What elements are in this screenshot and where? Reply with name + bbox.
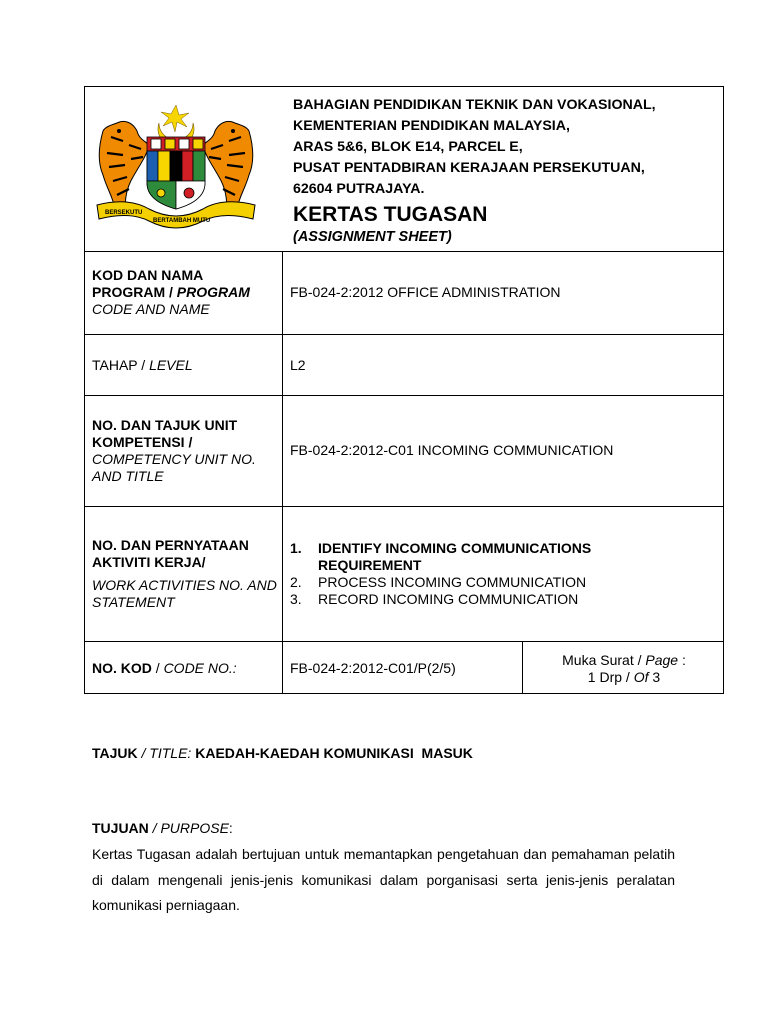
activities-label — [92, 537, 277, 611]
activity-item — [290, 574, 650, 591]
program-label-bold-italic: PROGRAM — [176, 284, 250, 300]
page-total: 3 — [652, 669, 661, 685]
code-value: FB-024-2:2012-C01/P(2/5) — [290, 660, 456, 676]
page-label-colon: : — [678, 652, 686, 668]
address-line: PUSAT PENTADBIRAN KERAJAAN PERSEKUTUAN, — [293, 160, 645, 176]
activity-text: RECORD INCOMING COMMUNICATION — [318, 591, 579, 607]
competency-label-italic: COMPETENCY UNIT NO. AND TITLE — [92, 451, 256, 484]
program-label-italic: CODE AND NAME — [92, 301, 210, 317]
row-divider — [85, 395, 723, 396]
page-current: 1 — [587, 669, 596, 685]
activity-text: IDENTIFY INCOMING COMMUNICATIONS REQUIREMENT — [318, 540, 592, 573]
competency-value: FB-024-2:2012-C01 INCOMING COMMUNICATION — [290, 442, 614, 458]
activities-list — [290, 540, 650, 608]
purpose-label-italic: / PURPOSE — [148, 820, 229, 836]
malaysia-coat-of-arms-icon — [89, 101, 263, 229]
page-of-italic: Of — [633, 669, 649, 685]
competency-label — [92, 417, 277, 485]
assignment-header-table — [84, 86, 724, 694]
address-line: ARAS 5&6, BLOK E14, PARCEL E, — [293, 139, 523, 155]
document-title: KERTAS TUGASAN — [293, 203, 488, 226]
code-label-bold: NO. KOD — [92, 660, 152, 676]
level-label-text: TAHAP / — [92, 357, 150, 373]
column-divider — [282, 251, 283, 694]
row-divider — [85, 641, 723, 642]
title-value: KAEDAH-KAEDAH KOMUNIKASI MASUK — [191, 745, 473, 761]
activities-label-bold: NO. DAN PERNYATAAN AKTIVITI KERJA/ — [92, 537, 249, 570]
level-label — [92, 357, 193, 374]
activity-number: 1. — [290, 540, 302, 556]
page-indicator — [523, 652, 725, 686]
address-line: BAHAGIAN PENDIDIKAN TEKNIK DAN VOKASIONAL, — [293, 97, 656, 113]
purpose-label-colon: : — [228, 820, 233, 836]
title-label-italic: / TITLE: — [137, 745, 192, 761]
activity-number: 2. — [290, 574, 302, 590]
page-label-italic: Page — [645, 652, 679, 668]
page-label: Muka Surat / — [562, 652, 646, 668]
row-divider — [85, 251, 723, 252]
level-label-italic: LEVEL — [149, 357, 193, 373]
code-label-italic: CODE NO.: — [163, 660, 237, 676]
purpose-paragraph: Kertas Tugasan adalah bertujuan untuk memantapkan pengetahuan dan pemahaman pelatih di dalam mengenali jenis-jenis komunikasi dalam porganisasi serta jenis-jenis peralatan komunikasi perniagaan. — [92, 846, 675, 913]
svg-text:BERSEKUTU: BERSEKUTU — [105, 210, 143, 216]
program-label — [92, 267, 277, 318]
address-line: KEMENTERIAN PENDIDIKAN MALAYSIA, — [293, 118, 570, 134]
activity-text: PROCESS INCOMING COMMUNICATION — [318, 574, 587, 590]
address-line: 62604 PUTRAJAYA. — [293, 181, 425, 197]
ministry-address — [293, 95, 656, 200]
svg-text:BERTAMBAH MUTU: BERTAMBAH MUTU — [153, 218, 211, 224]
document-subtitle: (ASSIGNMENT SHEET) — [293, 229, 452, 245]
row-divider — [85, 334, 723, 335]
activity-item — [290, 540, 650, 574]
purpose-label-bold: TUJUAN — [92, 820, 149, 836]
activities-label-italic: WORK ACTIVITIES NO. AND STATEMENT — [92, 577, 277, 610]
code-label-sep: / — [151, 660, 164, 676]
code-label — [92, 660, 237, 677]
competency-label-bold: NO. DAN TAJUK UNIT KOMPETENSI / — [92, 417, 238, 450]
section-title — [92, 745, 473, 762]
program-value: FB-024-2:2012 OFFICE ADMINISTRATION — [290, 284, 561, 300]
activity-number: 3. — [290, 591, 302, 607]
page-of: Drp / — [595, 669, 634, 685]
level-value: L2 — [290, 357, 306, 373]
program-label-bold: KOD DAN NAMA PROGRAM / — [92, 267, 203, 300]
row-divider — [85, 506, 723, 507]
activity-item — [290, 591, 650, 608]
purpose-heading — [92, 820, 233, 837]
title-label-bold: TAJUK — [92, 745, 138, 761]
